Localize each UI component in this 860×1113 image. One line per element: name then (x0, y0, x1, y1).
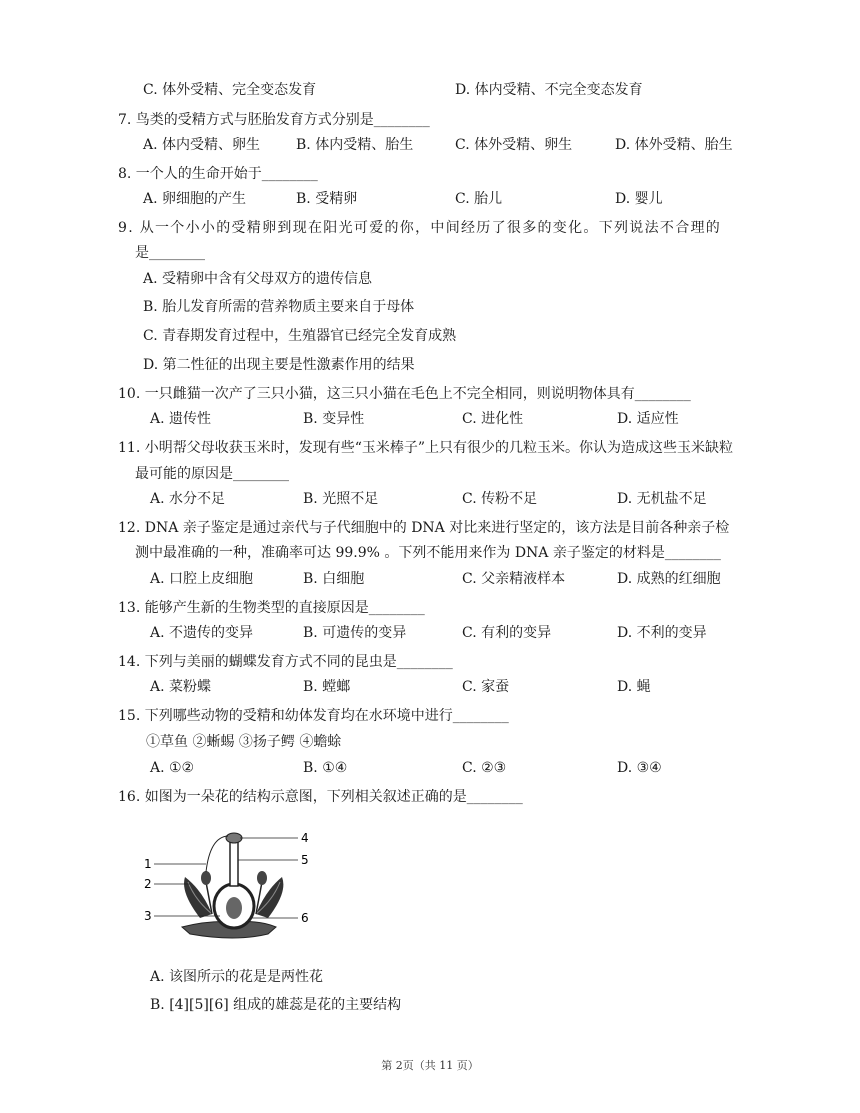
q13-stem: 13. 能够产生新的生物类型的直接原因是________ (118, 600, 425, 616)
q11-option-c: C. 传粉不足 (462, 491, 538, 507)
q12-stem-line2: 测中最准确的一种，准确率可达 99.9% 。下列不能用来作为 DNA 亲子鉴定的材料是________ (135, 545, 721, 561)
q14-option-d: D. 蝇 (617, 679, 651, 695)
q6-option-c: C. 体外受精、完全变态发育 (143, 82, 317, 98)
q7-option-c: C. 体外受精、卵生 (455, 137, 573, 153)
q11-option-b: B. 光照不足 (303, 491, 379, 507)
q13-option-a: A. 不遗传的变异 (150, 625, 254, 641)
q10-option-d: D. 适应性 (617, 411, 679, 427)
q16-stem: 16. 如图为一朵花的结构示意图，下列相关叙述正确的是________ (118, 789, 523, 805)
q11-stem-line2: 最可能的原因是________ (135, 466, 289, 482)
page-footer: 第 2页（共 11 页） (381, 1059, 479, 1072)
q7-option-b: B. 体内受精、胎生 (296, 137, 414, 153)
q16-option-a: A. 该图所示的花是是两性花 (150, 969, 324, 985)
q15-animal-list: ①草鱼 ②蜥蜴 ③扬子鳄 ④蟾蜍 (146, 734, 342, 750)
q9-option-c: C. 青春期发育过程中，生殖器官已经完全发育成熟 (143, 328, 457, 344)
q14-option-c: C. 家蚕 (462, 679, 510, 695)
q12-option-a: A. 口腔上皮细胞 (150, 571, 254, 587)
q9-stem-line1: 9. 从一个小小的受精卵到现在阳光可爱的你，中间经历了很多的变化。下列说法不合理的 (118, 220, 722, 236)
q8-option-c: C. 胎儿 (455, 191, 503, 207)
q13-option-b: B. 可遗传的变异 (303, 625, 407, 641)
q12-option-c: C. 父亲精液样本 (462, 571, 566, 587)
q15-option-c: C. ②③ (462, 760, 507, 776)
q6-option-d: D. 体内受精、不完全变态发育 (455, 82, 643, 98)
q12-option-b: B. 白细胞 (303, 571, 365, 587)
flower-diagram (140, 822, 330, 952)
q15-stem: 15. 下列哪些动物的受精和幼体发育均在水环境中进行________ (118, 708, 509, 724)
q11-stem-line1: 11. 小明帮父母收获玉米时，发现有些“玉米棒子”上只有很少的几粒玉米。你认为造成这些玉米缺粒 (118, 440, 734, 456)
q15-option-b: B. ①④ (303, 760, 348, 776)
q13-option-c: C. 有利的变异 (462, 625, 552, 641)
q16-option-b: B. [4][5][6] 组成的雄蕊是花的主要结构 (150, 997, 402, 1013)
q14-stem: 14. 下列与美丽的蝴蝶发育方式不同的昆虫是________ (118, 654, 453, 670)
figure-label-2: 2 (144, 877, 152, 891)
q9-stem-line2: 是________ (135, 245, 205, 261)
q9-option-a: A. 受精卵中含有父母双方的遗传信息 (143, 271, 373, 287)
q12-option-d: D. 成熟的红细胞 (617, 571, 721, 587)
q13-option-d: D. 不利的变异 (617, 625, 707, 641)
q8-option-b: B. 受精卵 (296, 191, 358, 207)
q12-stem-line1: 12. DNA 亲子鉴定是通过亲代与子代细胞中的 DNA 对比来进行坚定的，该方法是目前各种亲子检 (118, 520, 730, 536)
q7-stem: 7. 鸟类的受精方式与胚胎发育方式分别是________ (118, 112, 430, 128)
q7-option-d: D. 体外受精、胎生 (615, 137, 733, 153)
figure-label-6: 6 (301, 911, 309, 925)
q14-option-b: B. 螳螂 (303, 679, 351, 695)
figure-label-3: 3 (144, 909, 152, 923)
q11-option-d: D. 无机盐不足 (617, 491, 707, 507)
figure-label-1: 1 (144, 857, 152, 871)
figure-label-4: 4 (301, 831, 309, 845)
q8-stem: 8. 一个人的生命开始于________ (118, 166, 318, 182)
q14-option-a: A. 菜粉蝶 (150, 679, 212, 695)
q8-option-a: A. 卵细胞的产生 (143, 191, 247, 207)
q9-option-b: B. 胎儿发育所需的营养物质主要来自于母体 (143, 299, 415, 315)
q8-option-d: D. 婴儿 (615, 191, 663, 207)
q9-option-d: D. 第二性征的出现主要是性激素作用的结果 (143, 357, 415, 373)
q7-option-a: A. 体内受精、卵生 (143, 137, 261, 153)
q10-stem: 10. 一只雌猫一次产了三只小猫，这三只小猫在毛色上不完全相同，则说明物体具有________ (118, 386, 691, 402)
q10-option-a: A. 遗传性 (150, 411, 212, 427)
q11-option-a: A. 水分不足 (150, 491, 226, 507)
q10-option-c: C. 进化性 (462, 411, 524, 427)
q15-option-a: A. ①② (150, 760, 195, 776)
q10-option-b: B. 变异性 (303, 411, 365, 427)
q15-option-d: D. ③④ (617, 760, 662, 776)
figure-label-5: 5 (301, 853, 309, 867)
